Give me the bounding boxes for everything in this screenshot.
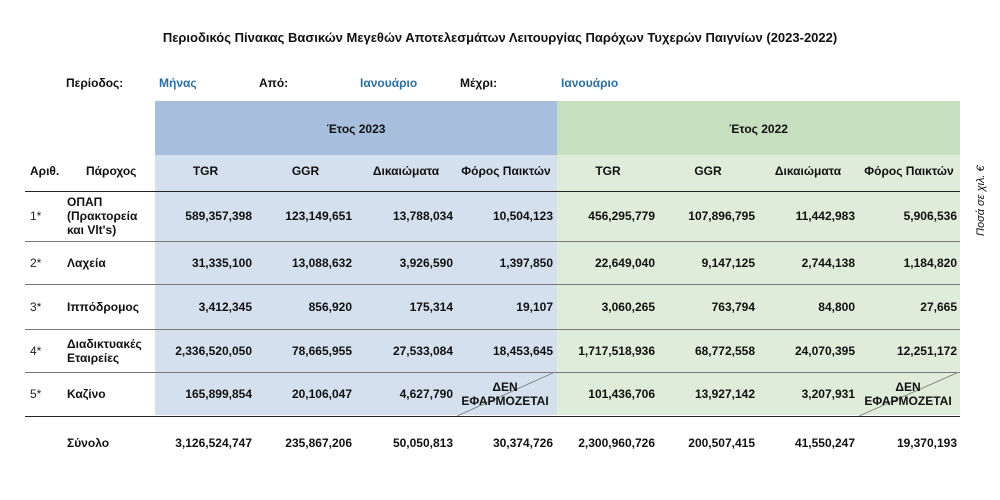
header-ggr-2022: GGR (694, 164, 722, 178)
value-royalties-2022: 24,070,395 (794, 343, 855, 358)
total-divider (25, 416, 960, 417)
value-tgr-2023: 165,899,854 (185, 387, 252, 401)
header-divider (25, 191, 960, 192)
value-tgr-2022: 456,295,779 (588, 209, 655, 223)
header-royalties-2022: Δικαιώματα (774, 164, 842, 178)
value-player-tax-2023: 18,453,645 (492, 343, 553, 358)
value-player-tax-2022: 12,251,172 (896, 343, 957, 358)
to-value[interactable]: Ιανουάριο (561, 76, 619, 90)
header-provider: Πάροχος (86, 164, 137, 178)
total-tgr-2023: 3,126,524,747 (175, 436, 252, 450)
year-2022-label: Έτος 2022 (729, 122, 788, 136)
total-player-tax-2023: 30,374,726 (492, 436, 553, 450)
header-royalties-2023: Δικαιώματα (372, 164, 440, 178)
value-ggr-2023: 20,106,047 (291, 387, 352, 401)
provider-name: ΟΠΑΠ (Πρακτορεία και Vlt's) (67, 195, 138, 237)
value-tgr-2023: 589,357,398 (185, 209, 252, 223)
total-tgr-2022: 2,300,960,726 (578, 436, 655, 450)
value-tgr-2023: 3,412,345 (198, 299, 252, 314)
value-ggr-2022: 13,927,142 (694, 387, 755, 401)
from-value[interactable]: Ιανουάριο (360, 76, 418, 90)
value-tgr-2023: 31,335,100 (191, 255, 252, 270)
value-ggr-2023: 78,665,955 (291, 343, 352, 358)
row-divider (25, 284, 960, 285)
row-number: 5* (30, 387, 42, 401)
row-number: 1* (30, 209, 42, 223)
period-label: Περίοδος: (66, 76, 124, 90)
to-label: Μέχρι: (460, 76, 498, 90)
value-ggr-2022: 9,147,125 (701, 255, 755, 270)
value-tgr-2022: 3,060,265 (601, 299, 655, 314)
total-royalties-2023: 50,050,813 (392, 436, 453, 450)
total-player-tax-2022: 19,370,193 (896, 436, 957, 450)
header-player-tax-2023: Φόρος Παικτών (461, 164, 551, 178)
value-player-tax-2022: 1,184,820 (903, 255, 957, 270)
provider-name: Ιππόδρομος (67, 299, 139, 314)
provider-name: Λαχεία (67, 255, 106, 270)
value-ggr-2023: 13,088,632 (291, 255, 352, 270)
value-ggr-2022: 763,794 (711, 299, 755, 314)
header-tgr-2023: TGR (192, 164, 219, 178)
period-value[interactable]: Μήνας (159, 76, 197, 90)
row-number: 3* (30, 299, 42, 314)
value-royalties-2022: 3,207,931 (801, 387, 855, 401)
value-royalties-2023: 3,926,590 (399, 255, 453, 270)
total-ggr-2022: 200,507,415 (688, 436, 755, 450)
year-2023-label: Έτος 2023 (326, 122, 386, 136)
value-tgr-2023: 2,336,520,050 (175, 343, 252, 358)
page-title: Περιοδικός Πίνακας Βασικών Μεγεθών Αποτελεσμάτων Λειτουργίας Παρόχων Τυχερών Παιγνίων (2023-2022) (162, 30, 838, 45)
value-tgr-2022: 22,649,040 (594, 255, 655, 270)
value-player-tax-2023: 19,107 (516, 299, 553, 314)
header-tgr-2022: TGR (595, 164, 621, 178)
value-royalties-2023: 27,533,084 (392, 343, 453, 358)
value-royalties-2023: 13,788,034 (392, 209, 453, 223)
unit-note: Ποσά σε χιλ. € (975, 165, 987, 236)
header-num: Αριθ. (30, 164, 60, 178)
value-royalties-2023: 4,627,790 (399, 387, 453, 401)
value-royalties-2023: 175,314 (409, 299, 453, 314)
value-royalties-2022: 84,800 (818, 299, 855, 314)
row-divider (25, 329, 960, 330)
header-player-tax-2022: Φόρος Παικτών (864, 164, 954, 178)
value-ggr-2023: 123,149,651 (285, 209, 352, 223)
value-ggr-2023: 856,920 (308, 299, 352, 314)
from-label: Από: (259, 76, 289, 90)
row-number: 2* (30, 255, 42, 270)
total-ggr-2023: 235,867,206 (285, 436, 352, 450)
value-player-tax-2022: 5,906,536 (903, 209, 957, 223)
value-royalties-2022: 2,744,138 (801, 255, 855, 270)
not-applicable-cell: ΔΕΝ ΕΦΑΡΜΟΖΕΤΑΙ (864, 380, 952, 408)
header-ggr-2023: GGR (291, 164, 320, 178)
not-applicable-cell: ΔΕΝ ΕΦΑΡΜΟΖΕΤΑΙ (461, 380, 549, 408)
value-ggr-2022: 68,772,558 (694, 343, 755, 358)
value-player-tax-2023: 1,397,850 (499, 255, 553, 270)
row-divider (25, 241, 960, 242)
value-tgr-2022: 1,717,518,936 (578, 343, 655, 358)
provider-name: Διαδικτυακές Εταιρείες (67, 336, 142, 365)
provider-name: Καζίνο (67, 387, 106, 401)
total-royalties-2022: 41,550,247 (794, 436, 855, 450)
value-player-tax-2023: 10,504,123 (492, 209, 553, 223)
value-tgr-2022: 101,436,706 (588, 387, 655, 401)
value-ggr-2022: 107,896,795 (688, 209, 755, 223)
value-player-tax-2022: 27,665 (920, 299, 957, 314)
value-royalties-2022: 11,442,983 (795, 209, 855, 223)
row-number: 4* (30, 343, 42, 358)
total-label: Σύνολο (67, 436, 110, 450)
